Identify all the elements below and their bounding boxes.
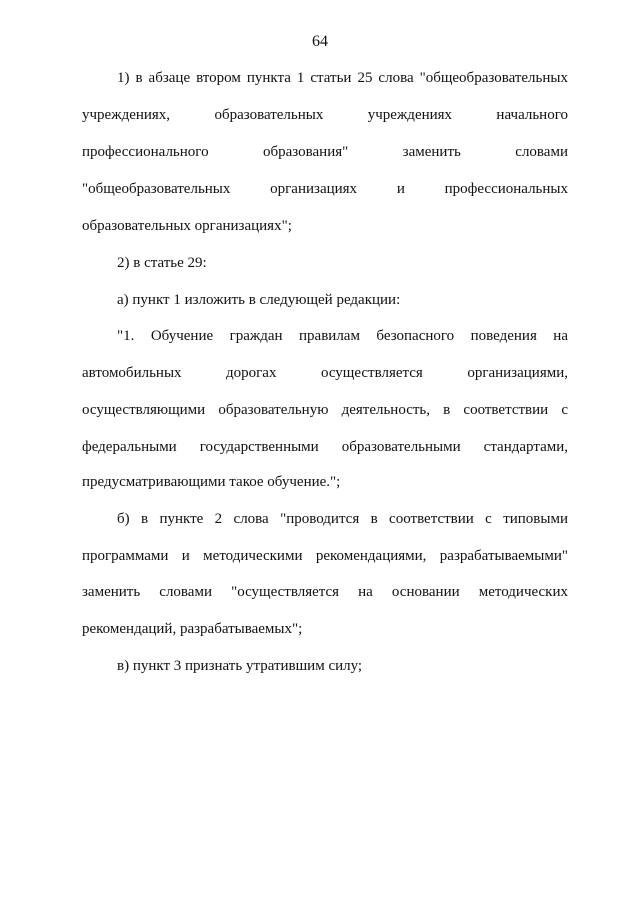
text-line: б) в пункте 2 слова "проводится в соответствии с типовыми — [117, 511, 568, 527]
text-line: 1) в абзаце втором пункта 1 статьи 25 слова "общеобразовательных — [117, 70, 568, 86]
text-line: профессионального образования" заменить словами — [82, 144, 568, 160]
text-line: рекомендаций, разрабатываемых"; — [82, 621, 303, 637]
text-line: автомобильных дорогах осуществляется организациями, — [82, 365, 568, 381]
text-line: осуществляющими образовательную деятельность, в соответствии с — [82, 402, 568, 418]
text-line: а) пункт 1 изложить в следующей редакции: — [117, 292, 401, 308]
text-line: заменить словами "осуществляется на основании методических — [82, 584, 568, 600]
text-line: программами и методическими рекомендациями, разрабатываемыми" — [82, 548, 568, 564]
page-number: 64 — [312, 33, 328, 50]
text-line: предусматривающими такое обучение."; — [82, 474, 341, 490]
text-line: "общеобразовательных организациях и профессиональных — [82, 181, 568, 197]
text-line: в) пункт 3 признать утратившим силу; — [117, 658, 363, 674]
text-line: федеральными государственными образовательными стандартами, — [82, 439, 568, 455]
text-line: "1. Обучение граждан правилам безопасного поведения на — [117, 328, 568, 344]
text-line: образовательных организациях"; — [82, 218, 292, 234]
text-line: 2) в статье 29: — [117, 255, 207, 271]
text-line: учреждениях, образовательных учреждениях начального — [82, 107, 568, 123]
